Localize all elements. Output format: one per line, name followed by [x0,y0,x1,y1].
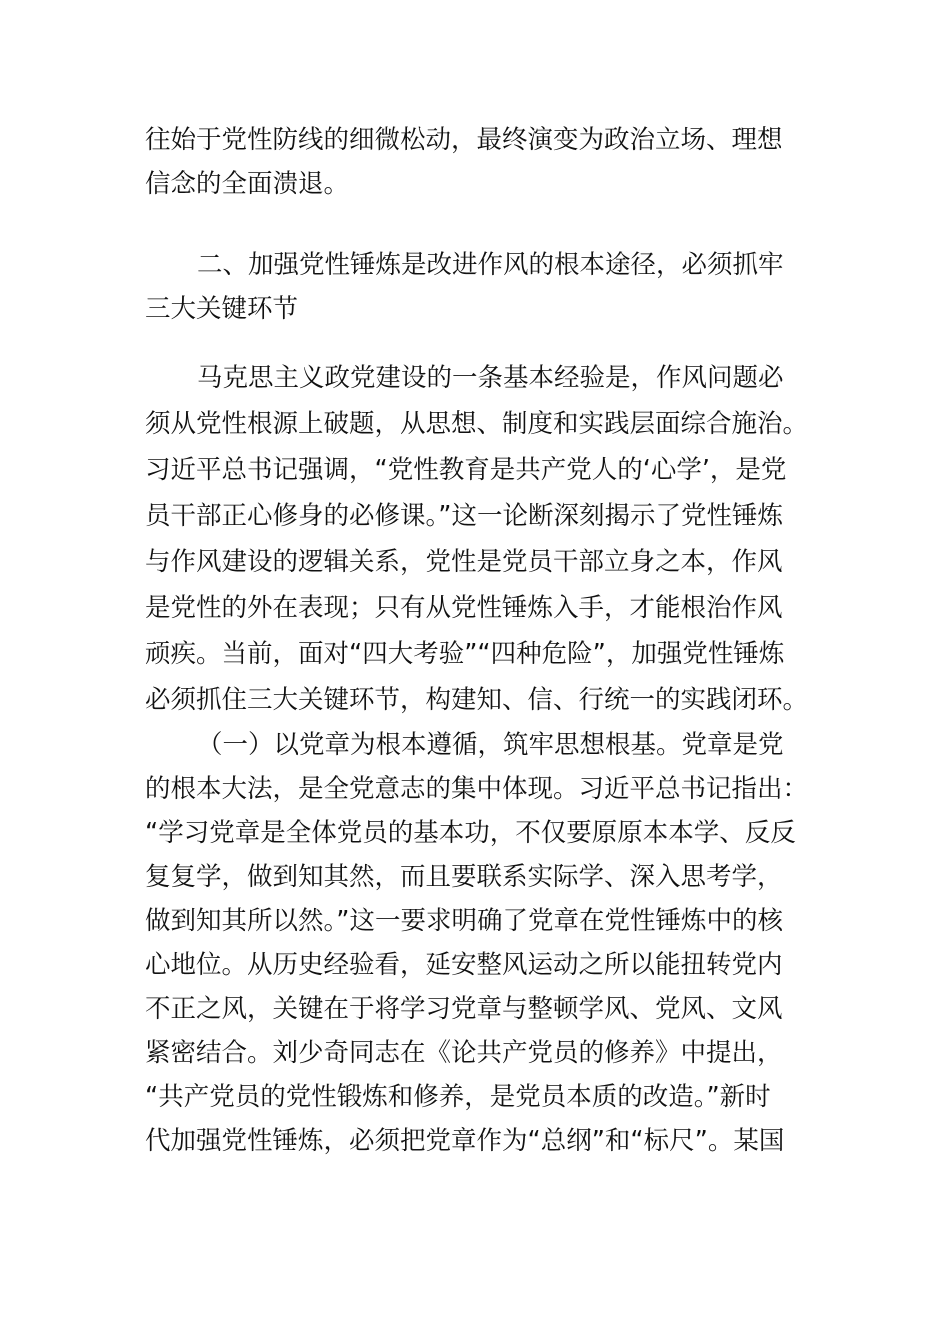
paragraph-continuation [145,118,815,206]
body-paragraph [145,355,815,723]
text-line: 做到知其所以然。”这一要求明确了党章在党性锤炼中的核 [145,906,783,936]
text-line: 三大关键环节 [145,294,299,324]
text-line: 须从党性根源上破题，从思想、制度和实践层面综合施治。 [145,409,809,439]
text-line: 信念的全面溃退。 [145,169,350,199]
text-line: 不正之风，关键在于将学习党章与整顿学风、党风、文风 [145,994,783,1024]
text-line: “共产党员的党性锻炼和修养，是党员本质的改造。”新时 [145,1082,771,1112]
text-line: 二、加强党性锤炼是改进作风的根本途径，必须抓牢 [197,250,784,280]
text-line: 的根本大法，是全党意志的集中体现。习近平总书记指出： [145,774,809,804]
text-line: “学习党章是全体党员的基本功，不仅要原原本本学、反反 [145,818,796,848]
text-line: 顽疾。当前，面对“四大考验”“四种危险”，加强党性锤炼 [145,639,785,669]
text-line: 代加强党性锤炼，必须把党章作为“总纲”和“标尺”。某国 [145,1126,785,1156]
text-line: 习近平总书记强调，“党性教育是共产党人的‘心学’，是党 [145,455,787,485]
text-line: 心地位。从历史经验看，延安整风运动之所以能扭转党内 [145,950,783,980]
text-line: 是党性的外在表现；只有从党性锤炼入手，才能根治作风 [145,593,783,623]
section-heading [145,243,815,331]
text-line: 必须抓住三大关键环节，构建知、信、行统一的实践闭环。 [145,685,809,715]
text-line: （一）以党章为根本遵循，筑牢思想根基。党章是党 [197,730,784,760]
text-line: 紧密结合。刘少奇同志在《论共产党员的修养》中提出， [145,1038,783,1068]
text-line: 往始于党性防线的细微松动，最终演变为政治立场、理想 [145,125,783,155]
text-line: 员干部正心修身的必修课。”这一论断深刻揭示了党性锤炼 [145,501,783,531]
text-line: 与作风建设的逻辑关系，党性是党员干部立身之本，作风 [145,547,783,577]
text-line: 复复学，做到知其然，而且要联系实际学、深入思考学， [145,862,783,892]
body-paragraph [145,723,815,1163]
text-line: 马克思主义政党建设的一条基本经验是，作风问题必 [197,363,784,393]
